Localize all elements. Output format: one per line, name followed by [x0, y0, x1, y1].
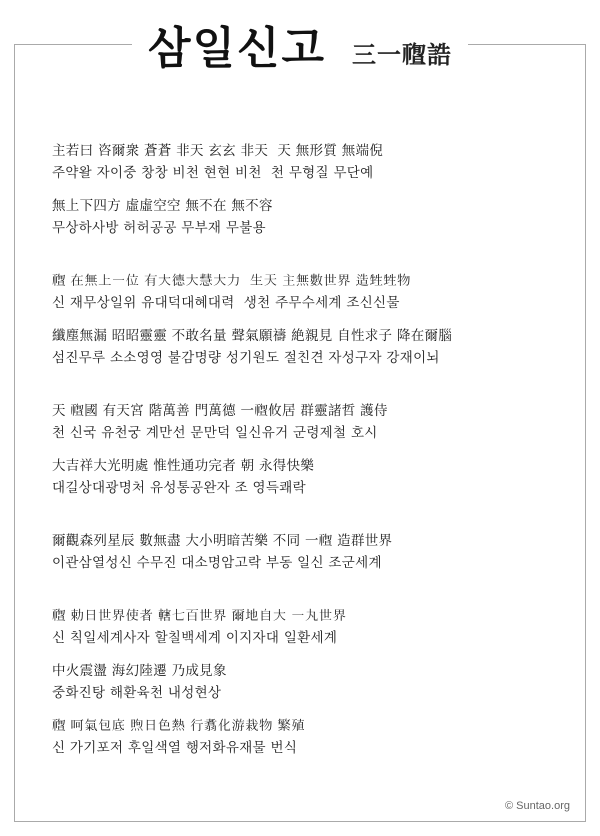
verse-7: [52, 530, 572, 574]
korean-reading-line: 신 칙일세계사자 할칠백세계 이지자대 일환세계: [52, 630, 338, 646]
title-korean: 삼일신고: [147, 23, 326, 74]
korean-reading-line: 대길상대광명처 유성통공완자 조 영득쾌락: [52, 480, 306, 496]
korean-reading-line: 천 신국 유천궁 계만선 문만덕 일신유거 군령제철 호시: [52, 425, 378, 441]
verse-3: [52, 270, 572, 314]
verse-1: [52, 140, 572, 184]
verse-9: [52, 660, 572, 704]
hanja-line: 𥛠 呵氣包底 煦日色熱 行翥化游栽物 繁殖: [52, 718, 305, 734]
title-hanja: 三一𥛠誥: [352, 40, 452, 69]
hanja-line: 天 𥛠國 有天宮 階萬善 門萬德 一𥛠攸居 群靈諸哲 護侍: [52, 403, 388, 419]
korean-reading-line: 주약왈 자이중 창창 비천 현현 비천 천 무형질 무단예: [52, 165, 374, 181]
hanja-line: 中火震盪 海幻陸遷 乃成見象: [52, 663, 227, 679]
hanja-line: 𥛠 在無上一位 有大德大慧大力 生天 主無數世界 造甡甡物: [52, 273, 411, 289]
hanja-line: 主若曰 咨爾衆 蒼蒼 非天 玄玄 非天 天 無形質 無端倪: [52, 143, 384, 159]
verse-8: [52, 605, 572, 649]
korean-reading-line: 무상하사방 허허공공 무부재 무불용: [52, 220, 266, 236]
hanja-line: 𥛠 勅日世界使者 轄七百世界 爾地自大 一丸世界: [52, 608, 347, 624]
korean-reading-line: 이관삼열성신 수무진 대소명암고락 부동 일신 조군세계: [52, 555, 382, 571]
hanja-line: 大吉祥大光明處 惟性通功完者 朝 永得快樂: [52, 458, 315, 474]
hanja-line: 纖塵無漏 昭昭靈靈 不敢名量 聲氣願禱 絶親見 自性求子 降在爾腦: [52, 328, 453, 344]
korean-reading-line: 중화진탕 해환육천 내성현상: [52, 685, 222, 701]
copyright-watermark: © Suntao.org: [505, 800, 570, 812]
scripture-text: [52, 140, 572, 759]
hanja-line: 爾觀森列星辰 數無盡 大小明暗苦樂 不同 一𥛠 造群世界: [52, 533, 393, 549]
verse-10: [52, 715, 572, 759]
verse-6: [52, 455, 572, 499]
hanja-line: 無上下四方 虛虛空空 無不在 無不容: [52, 198, 273, 214]
korean-reading-line: 섬진무루 소소영영 불감명량 성기원도 절친견 자성구자 강재이뇌: [52, 350, 440, 366]
verse-4: [52, 325, 572, 369]
korean-reading-line: 신 재무상일위 유대덕대혜대력 생천 주무수세계 조신신물: [52, 295, 400, 311]
verse-2: [52, 195, 572, 239]
verse-5: [52, 400, 572, 444]
korean-reading-line: 신 가기포저 후일색열 행저화유재물 번식: [52, 740, 298, 756]
